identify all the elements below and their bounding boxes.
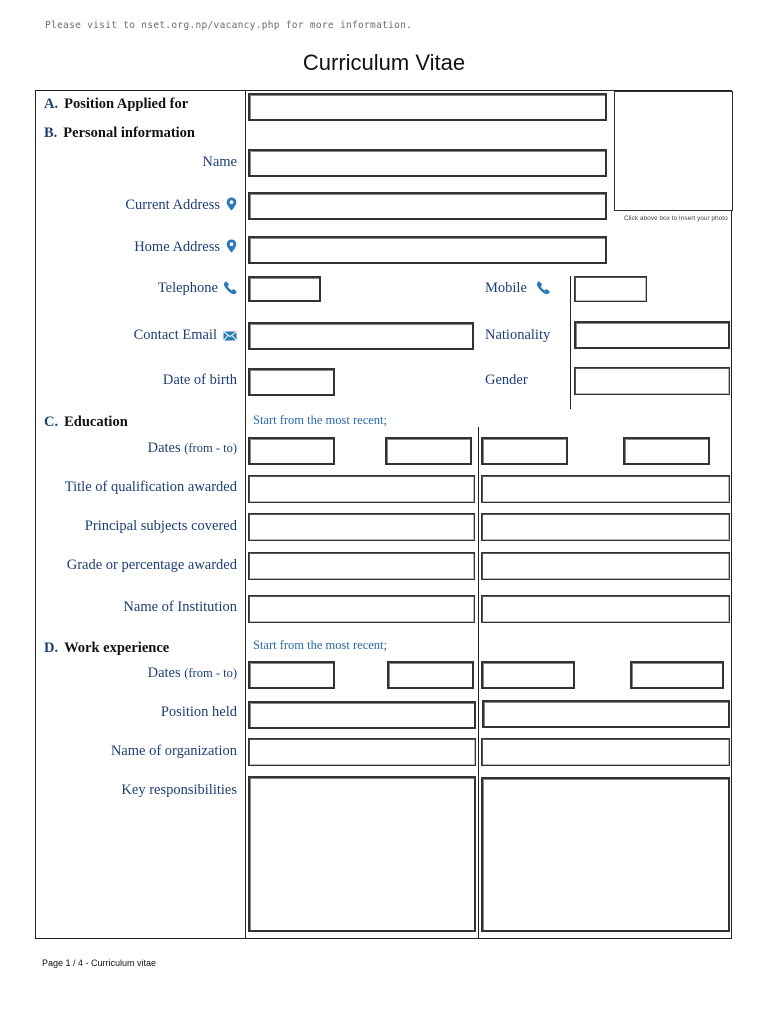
label-column-divider [245, 90, 246, 939]
map-pin-icon [226, 239, 237, 253]
education-1-date-to-input[interactable] [385, 437, 472, 465]
current-address-input[interactable] [248, 192, 607, 220]
name-label: Name [202, 154, 237, 170]
date-of-birth-label: Date of birth [162, 372, 237, 388]
phone-icon [224, 281, 237, 294]
work-dates-label: Dates (from - to) [147, 665, 237, 681]
work-2-position-input[interactable] [482, 700, 730, 728]
section-d-title: D. Work experience [44, 640, 170, 656]
photo-upload-box[interactable] [614, 91, 733, 211]
envelope-icon [223, 331, 237, 341]
education-2-institution-input[interactable] [481, 595, 730, 623]
work-1-organization-input[interactable] [248, 738, 476, 766]
section-b-title: B. Personal information [44, 125, 195, 141]
education-2-qualification-input[interactable] [481, 475, 730, 503]
telephone-label: Telephone [158, 280, 237, 297]
page-footer: Page 1 / 4 - Curriculum vitae [42, 958, 157, 968]
qualification-title-label: Title of qualification awarded [64, 479, 237, 495]
organization-label: Name of organization [110, 743, 237, 759]
nationality-label: Nationality [485, 327, 551, 343]
telephone-input[interactable] [248, 276, 321, 302]
home-address-label: Home Address [134, 239, 237, 256]
work-2-date-from-input[interactable] [481, 661, 575, 689]
education-1-subjects-input[interactable] [248, 513, 475, 541]
home-address-input[interactable] [248, 236, 607, 264]
education-1-qualification-input[interactable] [248, 475, 475, 503]
contact-email-input[interactable] [248, 322, 474, 350]
name-input[interactable] [248, 149, 607, 177]
section-c-title: C. Education [44, 414, 128, 430]
position-applied-input[interactable] [248, 93, 607, 121]
work-2-date-to-input[interactable] [630, 661, 724, 689]
page-title: Curriculum Vitae [302, 50, 466, 75]
work-1-responsibilities-textarea[interactable] [248, 776, 476, 932]
date-of-birth-input[interactable] [248, 368, 335, 396]
gender-label: Gender [485, 372, 528, 388]
personal-column-divider [570, 276, 571, 409]
section-a-title: A. Position Applied for [44, 96, 189, 112]
phone-icon [537, 281, 550, 294]
education-2-date-from-input[interactable] [481, 437, 568, 465]
grade-label: Grade or percentage awarded [66, 557, 237, 573]
map-pin-icon [226, 197, 237, 211]
education-1-grade-input[interactable] [248, 552, 475, 580]
vacancy-notice: Please visit to nset.org.np/vacancy.php for more information. [45, 20, 413, 31]
education-2-grade-input[interactable] [481, 552, 730, 580]
institution-label: Name of Institution [123, 599, 237, 615]
education-hint: Start from the most recent; [253, 413, 387, 427]
education-2-subjects-input[interactable] [481, 513, 730, 541]
work-1-date-to-input[interactable] [387, 661, 474, 689]
mobile-label: Mobile [485, 280, 550, 297]
principal-subjects-label: Principal subjects covered [84, 518, 237, 534]
current-address-label: Current Address [125, 197, 237, 214]
contact-email-label: Contact Email [134, 327, 237, 344]
mobile-input[interactable] [574, 276, 647, 302]
gender-input[interactable] [574, 367, 730, 395]
position-held-label: Position held [160, 704, 237, 720]
education-dates-label: Dates (from - to) [147, 440, 237, 456]
work-1-position-input[interactable] [248, 701, 476, 729]
responsibilities-label: Key responsibilities [121, 782, 237, 798]
work-1-date-from-input[interactable] [248, 661, 335, 689]
work-hint: Start from the most recent; [253, 638, 387, 652]
work-2-organization-input[interactable] [481, 738, 730, 766]
education-2-date-to-input[interactable] [623, 437, 710, 465]
nationality-input[interactable] [574, 321, 730, 349]
photo-upload-note: Click above box to Insert your photo [624, 215, 728, 222]
work-2-responsibilities-textarea[interactable] [481, 777, 730, 932]
education-1-institution-input[interactable] [248, 595, 475, 623]
education-1-date-from-input[interactable] [248, 437, 335, 465]
education-column-divider [478, 427, 479, 939]
